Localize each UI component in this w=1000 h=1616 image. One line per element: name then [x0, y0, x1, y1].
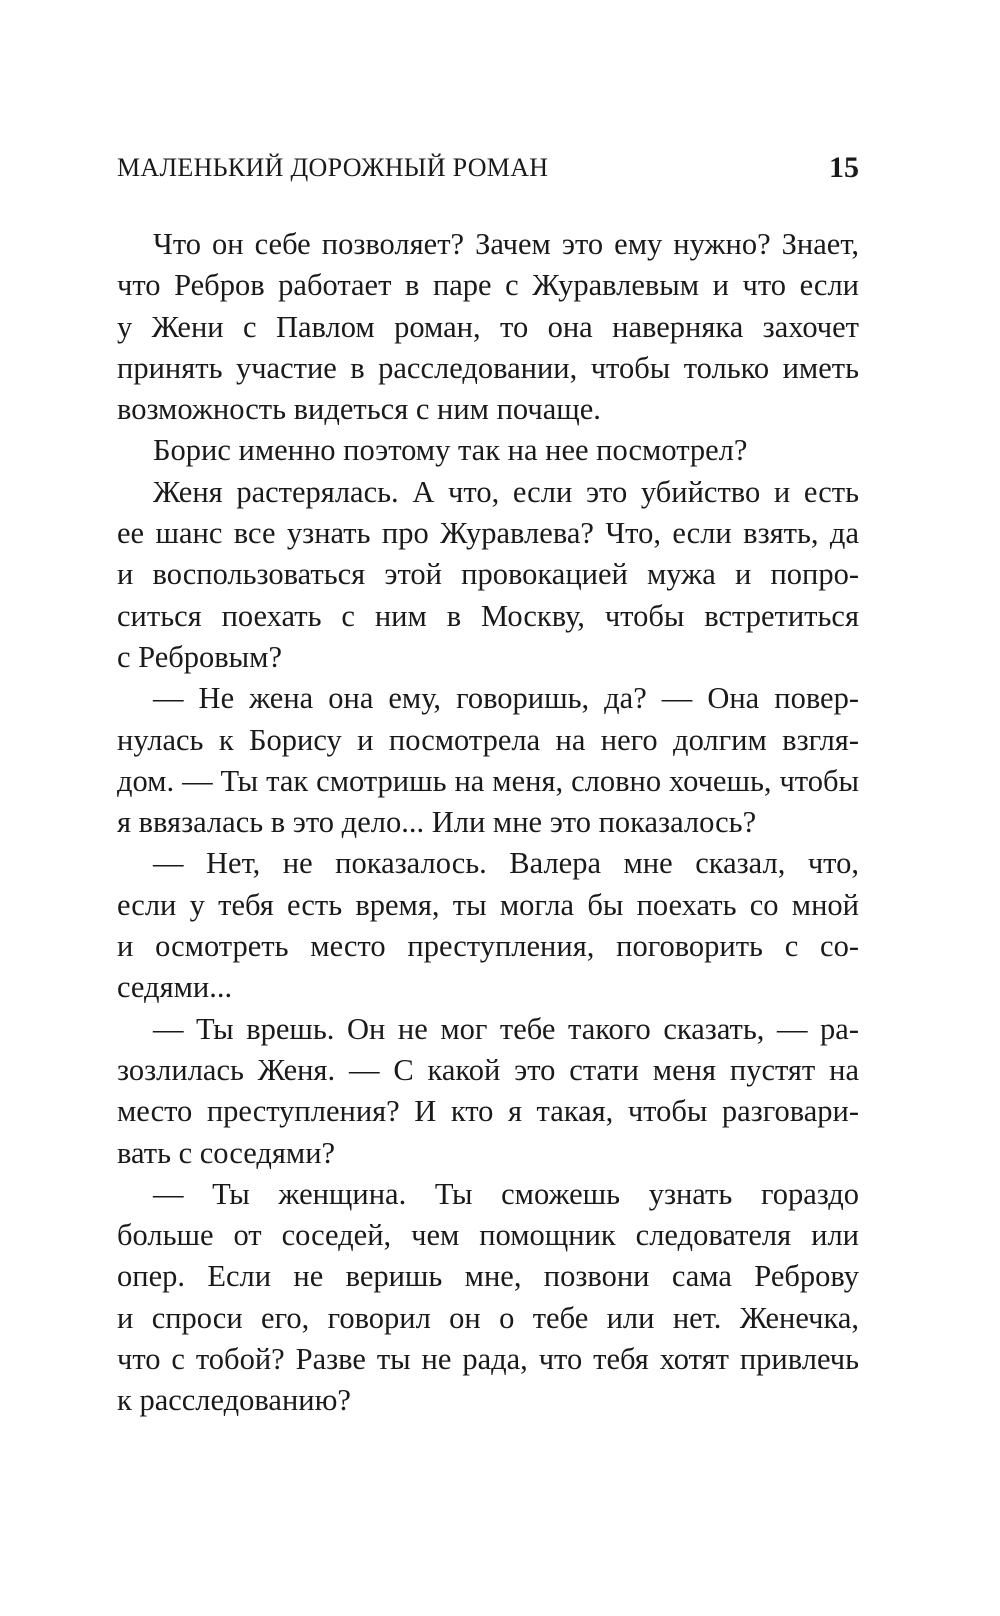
text-line: зозлилась Женя. — С какой это стати меня пустят на: [117, 1052, 859, 1087]
text-line: — Ты женщина. Ты сможешь узнать гораздо: [153, 1176, 859, 1211]
text-line: возможность видеться с ним почаще.: [117, 392, 601, 427]
text-line: место преступления? И кто я такая, чтобы разговари-: [117, 1094, 859, 1129]
text-line: седями...: [117, 970, 233, 1005]
text-line: ситься поехать с ним в Москву, чтобы встретиться: [117, 598, 859, 633]
text-line: к расследованию?: [117, 1383, 351, 1418]
text-line: Борис именно поэтому так на нее посмотрел?: [153, 433, 748, 468]
text-line: если у тебя есть время, ты могла бы поехать со мной: [117, 887, 859, 922]
text-line: — Не жена она ему, говоришь, да? — Она повер-: [153, 681, 859, 716]
text-line: опер. Если не веришь мне, позвони сама Реброву: [117, 1259, 859, 1294]
text-line: ее шанс все узнать про Журавлева? Что, если взять, да: [117, 516, 859, 551]
body-text: [117, 224, 859, 1422]
text-line: с Ребровым?: [117, 639, 283, 674]
text-line: и осмотреть место преступления, поговорить с со-: [117, 929, 859, 964]
text-line: вать с соседями?: [117, 1135, 336, 1170]
text-line: нулась к Борису и посмотрела на него долгим взгля-: [117, 722, 859, 757]
text-line: принять участие в расследовании, чтобы только иметь: [117, 350, 859, 385]
text-line: больше от соседей, чем помощник следователя или: [117, 1218, 859, 1253]
text-line: у Жени с Павлом роман, то она наверняка захочет: [117, 309, 859, 344]
page-number: 15: [829, 151, 859, 184]
text-line: что Ребров работает в паре с Журавлевым и что если: [117, 268, 859, 303]
text-line: я ввязалась в это дело... Или мне это показалось?: [117, 805, 757, 840]
running-head: [117, 148, 859, 188]
text-line: дом. — Ты так смотришь на меня, словно хочешь, чтобы: [117, 763, 859, 798]
text-line: Женя растерялась. А что, если это убийство и есть: [153, 474, 859, 509]
running-title: МАЛЕНЬКИЙ ДОРОЖНЫЙ РОМАН: [117, 153, 549, 182]
text-line: и воспользоваться этой провокацией мужа и попро-: [117, 557, 859, 592]
text-line: — Нет, не показалось. Валера мне сказал, что,: [153, 846, 859, 881]
text-line: что с тобой? Разве ты не рада, что тебя хотят привлечь: [117, 1342, 859, 1377]
text-line: — Ты врешь. Он не мог тебе такого сказать, — ра-: [153, 1011, 859, 1046]
text-line: и спроси его, говорил он о тебе или нет. Женечка,: [117, 1300, 859, 1335]
text-line: Что он себе позволяет? Зачем это ему нужно? Знает,: [153, 227, 859, 261]
